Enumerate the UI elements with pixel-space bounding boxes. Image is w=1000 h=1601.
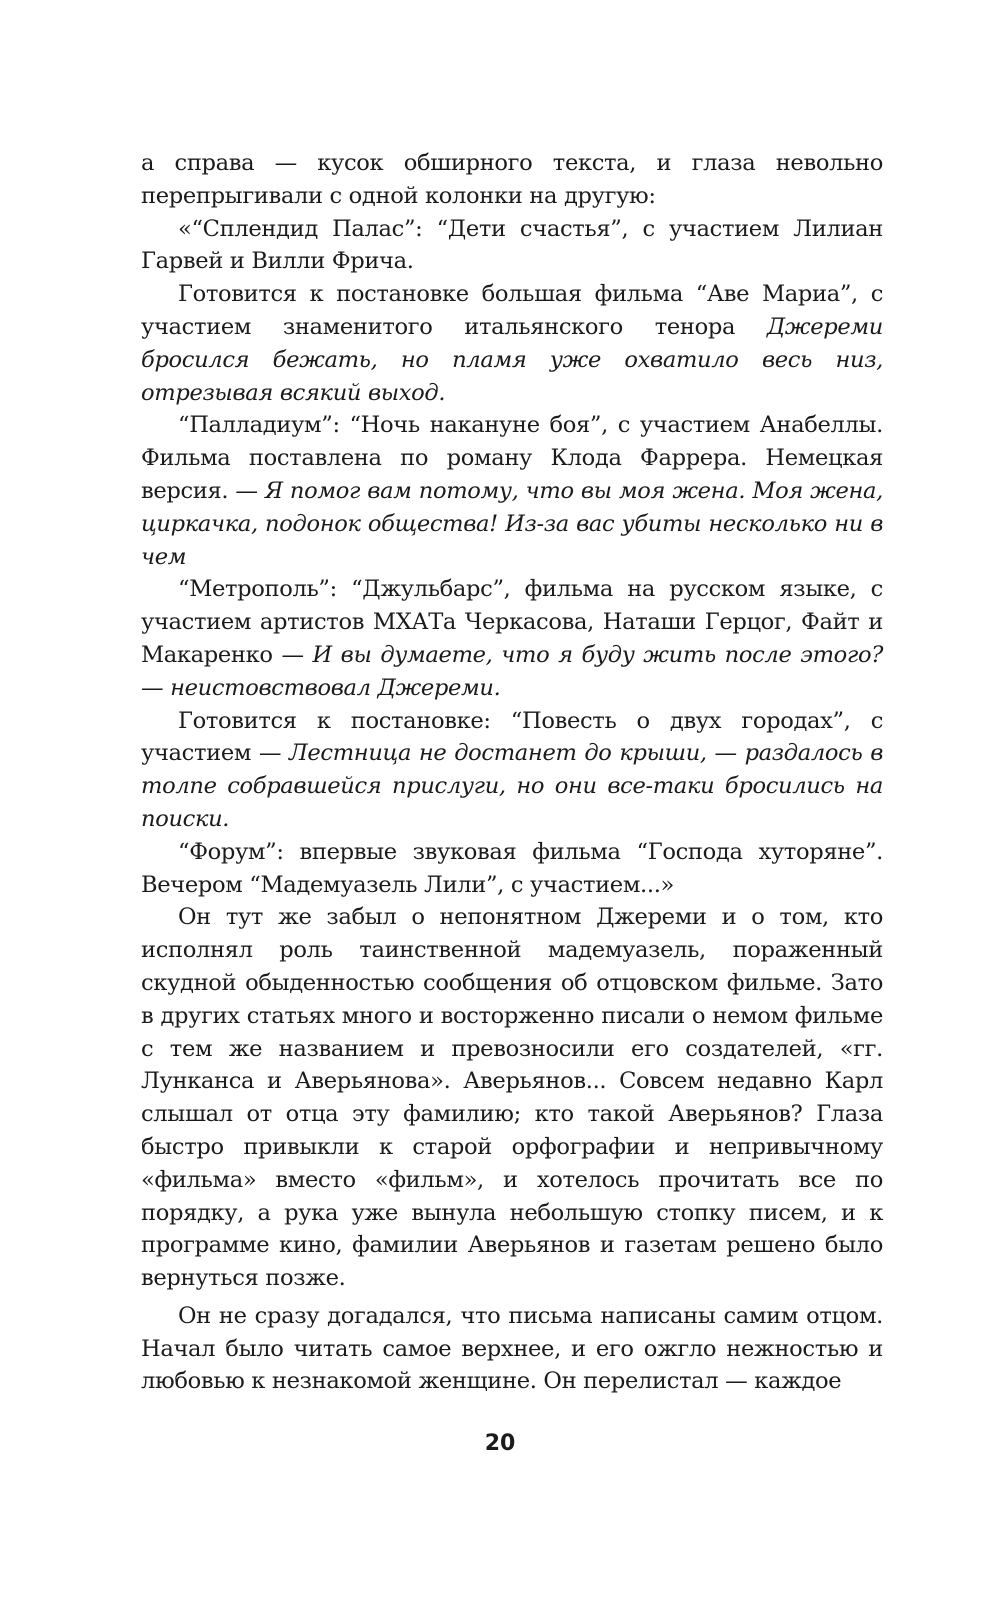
- body-text: [141, 147, 883, 1398]
- text-run: Готовится к постановке большая фильма “Аве Мариа”, с участием знаменитого итальянского тенора: [141, 281, 883, 340]
- italic-text-run: Джереми бросился бежать, но пламя уже охватило весь низ, отрезывая всякий выход.: [141, 313, 883, 406]
- paragraph-palladium: [141, 409, 883, 573]
- text-run: а справа — кусок обширного текста, и глаза невольно перепрыгивали с одной колонки на другую:: [141, 150, 883, 209]
- italic-text-run: И вы думаете, что я буду жить после этого? — неистовствовал Джереми.: [141, 641, 883, 701]
- text-run: «“Сплендид Палас”: “Дети счастья”, с участием Лилиан Гарвей и Вилли Фрича.: [141, 215, 883, 275]
- paragraph-metropol: [141, 573, 883, 704]
- italic-text-run: Лестница не достанет до крыши, — раздалось в толпе собравшейся прислуги, но они все-таки бросились на поиски.: [141, 740, 883, 832]
- text-run: Он не сразу догадался, что письма написаны самим отцом. Начал было читать самое верхнее, и его ожгло нежностью и любовью к незнакомой женщине. Он перелистал — каждое: [141, 1302, 883, 1395]
- italic-text-run: Я помог вам потому, что вы моя жена. Моя жена, циркачка, подонок общества! Из-за вас убиты несколько ни в чем: [141, 477, 883, 570]
- paragraph-narrative: [141, 901, 883, 1295]
- text-run: Он тут же забыл о непонятном Джереми и о том, кто исполнял роль таинственной мадемуазель, пораженный скудной обыденностью сообщения об отцовском фильме. Зато в других статьях много и восторженно писали о немом фильме с тем же названием и превозносили его создателей, «гг. Лунканса и Аверьянова». Аверьянов... Совсем недавно Карл слышал от отца эту фамилию; кто такой Аверьянов? Глаза быстро привыкли к старой орфографии и непривычному «фильма» вместо «фильм», и хотелось прочитать все по порядку, а рука уже вынула небольшую стопку писем, и к программе кино, фамилии Аверьянов и газетам решено было вернуться позже.: [141, 904, 883, 1292]
- paragraph-forum: [141, 836, 883, 902]
- page-number: 20: [484, 1431, 516, 1456]
- paragraph-splendid-palace: [141, 213, 883, 279]
- text-run: “Метрополь”: “Джульбарс”, фильма на русском языке, с участием артистов МХАТа Черкасова, Наташи Герцог, Файт и Макаренко —: [141, 576, 883, 668]
- text-run: “Палладиум”: “Ночь накануне боя”, с участием Анабеллы. Фильма поставлена по роману Клода Фаррера. Немецкая версия. —: [141, 412, 883, 504]
- paragraph-ave-maria: [141, 278, 883, 409]
- paragraph-letters: [141, 1300, 883, 1398]
- text-run: “Форум”: впервые звуковая фильма “Господа хуторяне”. Вечером “Мадемуазель Лили”, с участием...»: [141, 838, 883, 898]
- paragraph-continuation: [141, 147, 883, 213]
- paragraph-two-cities: [141, 705, 883, 836]
- text-run: Готовится к постановке: “Повесть о двух городах”, с участием —: [141, 707, 883, 767]
